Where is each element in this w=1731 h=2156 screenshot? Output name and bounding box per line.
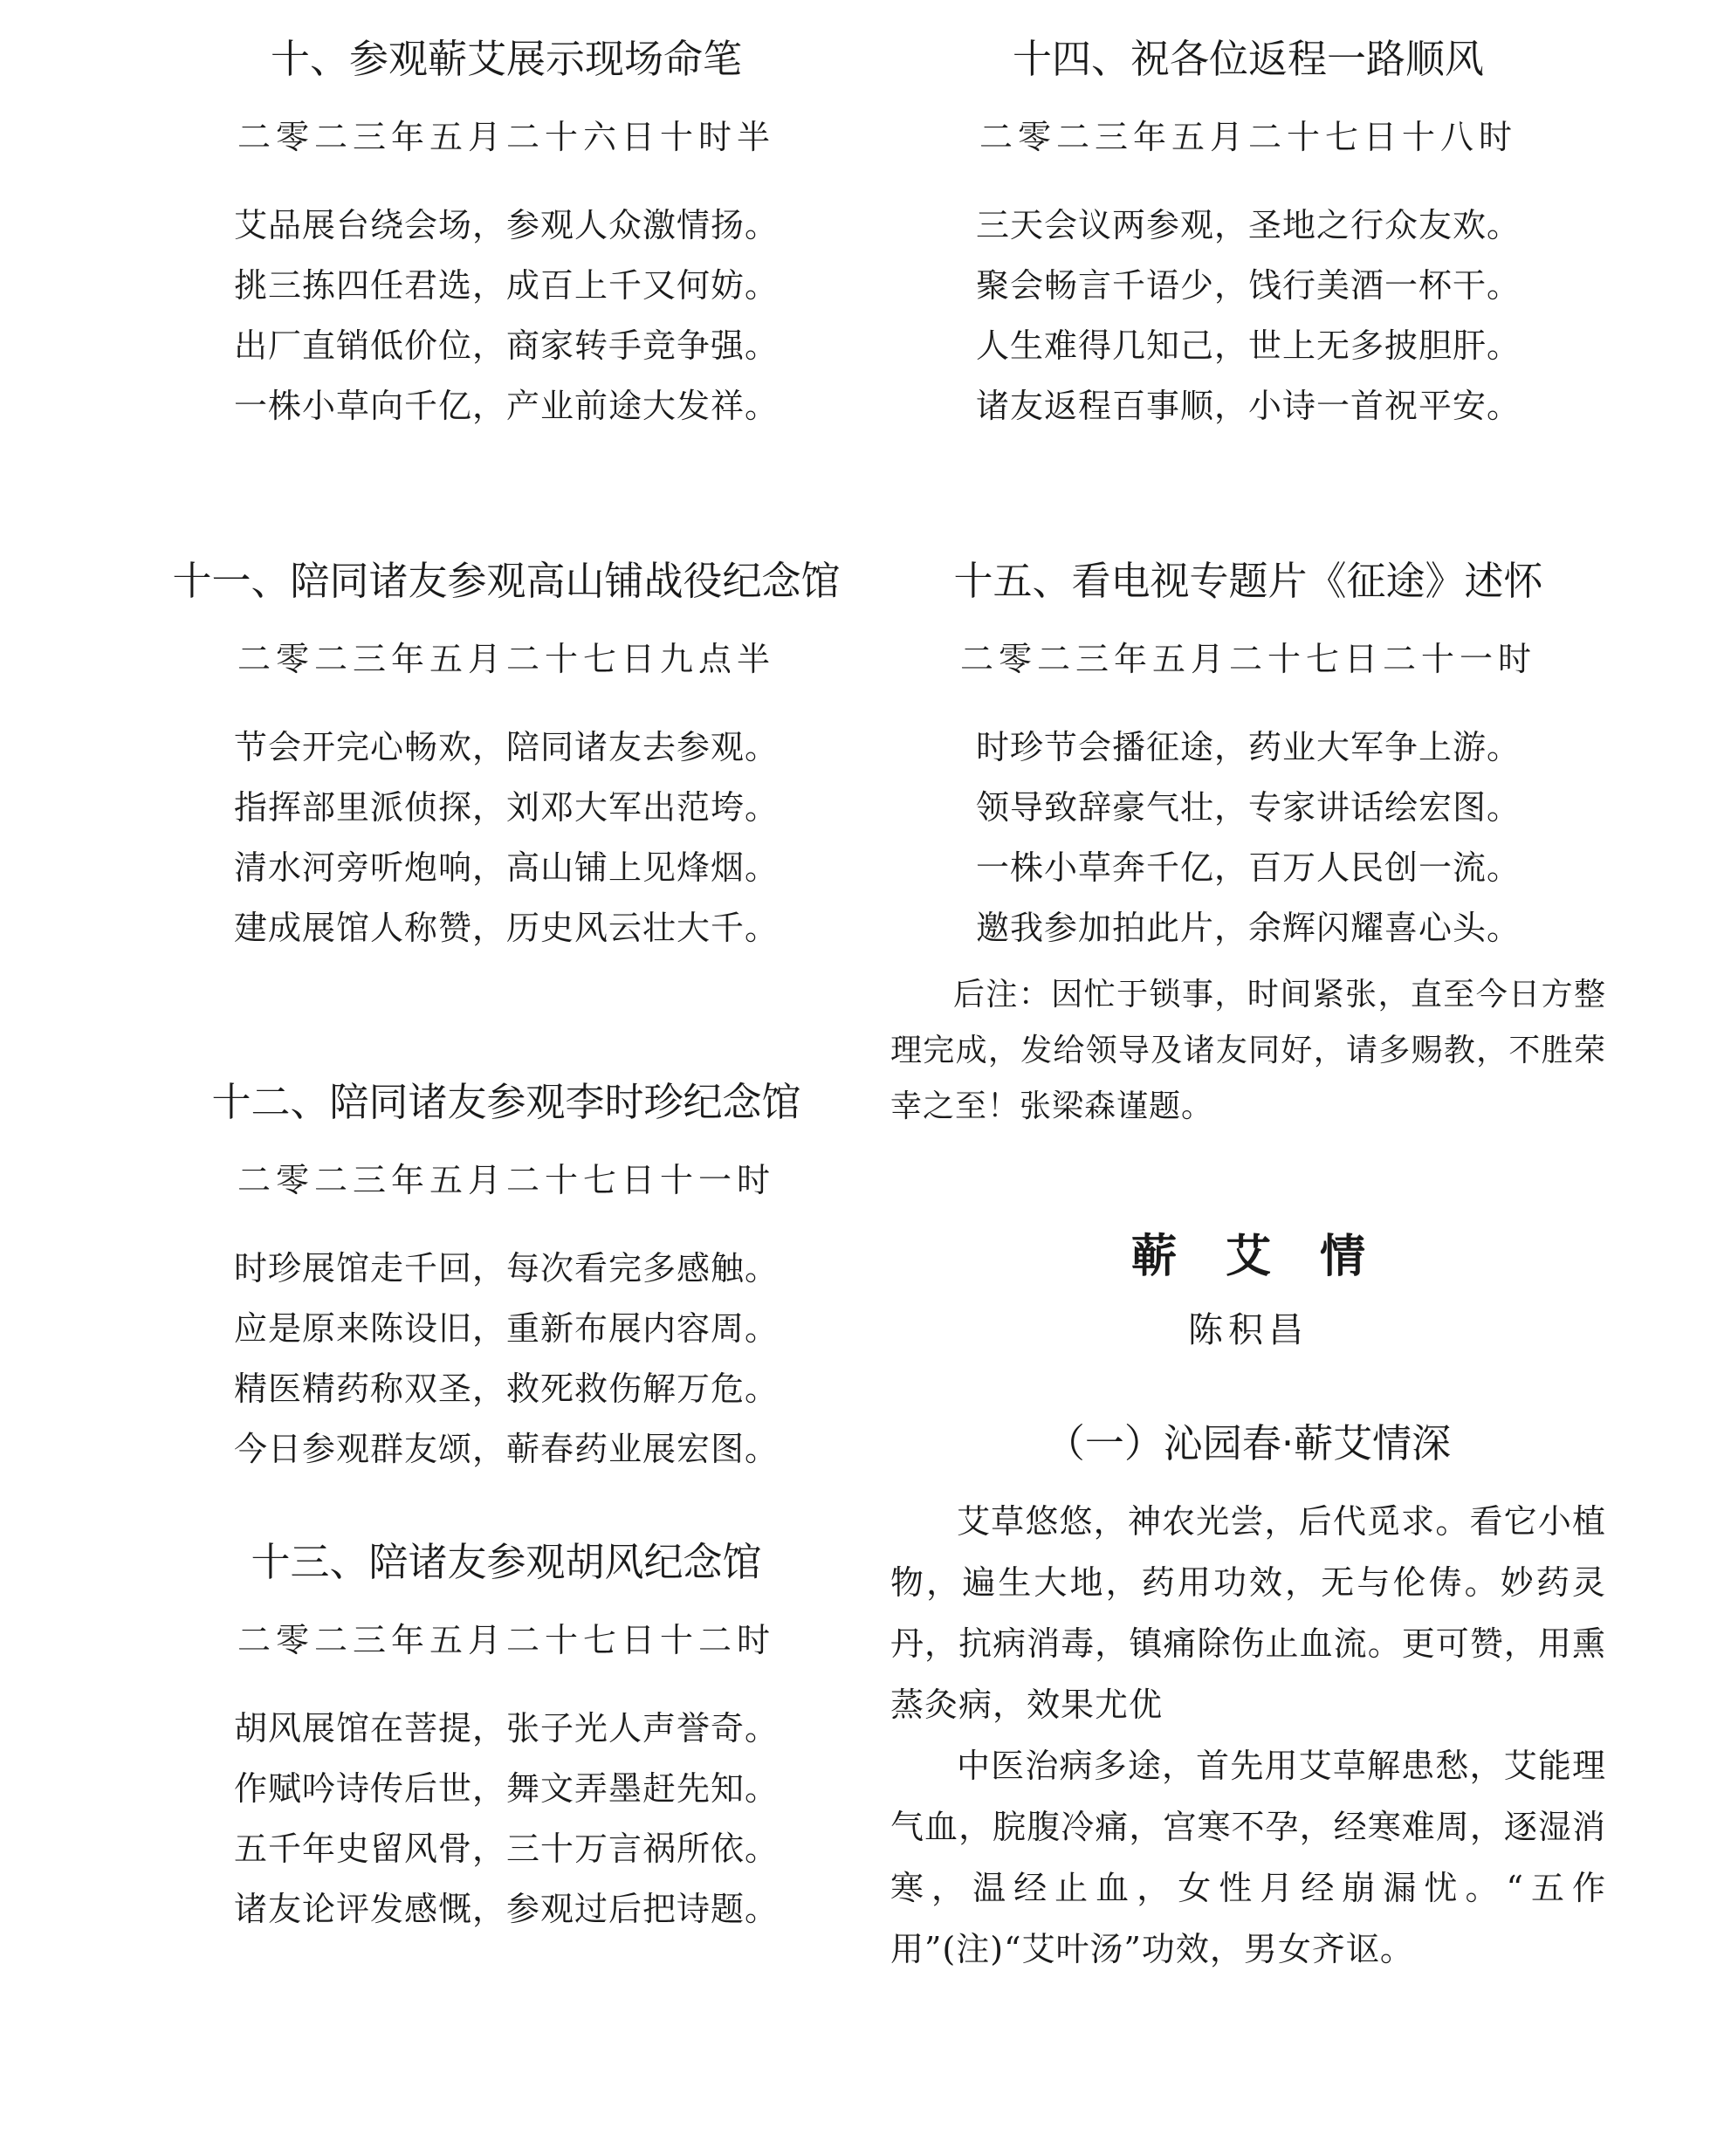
- poem-line: 人生难得几知己，世上无多披胆肝。: [975, 326, 1521, 365]
- poem-line: 挑三拣四任君选，成百上千又何妨。: [233, 266, 779, 305]
- section-title: 十五、看电视专题片《征途》述怀: [953, 558, 1543, 604]
- poem-main-title: 蕲艾情: [1130, 1231, 1414, 1283]
- poem-line: 诸友返程百事顺，小诗一首祝平安。: [975, 387, 1521, 425]
- poem-line: 三天会议两参观，圣地之行众友欢。: [975, 206, 1521, 244]
- section-date: 二零二三年五月二十七日十二时: [237, 1621, 775, 1659]
- poem-section-15: [890, 557, 1606, 1135]
- poem-line: 邀我参加拍此片，余辉闪耀喜心头。: [975, 909, 1521, 947]
- section-date: 二零二三年五月二十七日十一时: [237, 1161, 775, 1199]
- section-title: 十、参观蕲艾展示现场命笔: [270, 36, 742, 82]
- poem-body: [131, 718, 882, 958]
- section-date: 二零二三年五月二十七日二十一时: [959, 640, 1536, 678]
- poem-section-10: [131, 35, 882, 436]
- poem-line: 节会开完心畅欢，陪同诸友去参观。: [233, 728, 779, 766]
- poem-body: [890, 196, 1606, 436]
- poem-line: 清水河旁听炮响，高山铺上见烽烟。: [233, 848, 779, 887]
- poem-line: 精医精药称双圣，救死救伤解万危。: [233, 1370, 779, 1408]
- poem-line: 应是原来陈设旧，重新布展内容周。: [233, 1309, 779, 1348]
- prose-paragraph: 中医治病多途，首先用艾草解患愁，艾能理气血，脘腹冷痛，宫寒不孕，经寒难周，逐湿消寒，温经止血，女性月经崩漏忧。“五作用”(注)“艾叶汤”功效，男女齐讴。: [890, 1747, 1606, 1968]
- section-title: 十一、陪同诸友参观高山铺战役纪念馆: [172, 558, 841, 604]
- section-date: 二零二三年五月二十六日十时半: [237, 118, 775, 156]
- poem-line: 建成展馆人称赞，历史风云壮大千。: [233, 909, 779, 947]
- poem-line: 作赋吟诗传后世，舞文弄墨赶先知。: [233, 1769, 779, 1808]
- poem-line: 五千年史留风骨，三十万言祸所依。: [233, 1830, 779, 1868]
- poem-line: 诸友论评发感慨，参观过后把诗题。: [233, 1890, 779, 1928]
- poem-line: 指挥部里派侦探，刘邓大军出范垮。: [233, 788, 779, 827]
- author-name: 陈积昌: [1188, 1310, 1309, 1350]
- poem-body: [131, 196, 882, 436]
- poem-line: 聚会畅言千语少，饯行美酒一杯干。: [975, 266, 1521, 305]
- section-title: 十四、祝各位返程一路顺风: [1012, 36, 1484, 82]
- poem-section-12: [131, 1078, 882, 1480]
- section-date: 二零二三年五月二十七日十八时: [979, 118, 1517, 156]
- poem-line: 领导致辞豪气壮，专家讲话绘宏图。: [975, 788, 1521, 827]
- section-title: 十二、陪同诸友参观李时珍纪念馆: [211, 1079, 801, 1125]
- poem-line: 一株小草向千亿，产业前途大发祥。: [233, 387, 779, 425]
- poem-line: 时珍展馆走千回，每次看完多感触。: [233, 1249, 779, 1287]
- poem-line: 时珍节会播征途，药业大军争上游。: [975, 728, 1521, 766]
- poem-body: [131, 1239, 882, 1480]
- poem-body: [131, 1699, 882, 1940]
- poem-section-13: [131, 1538, 882, 1940]
- poem-subtitle: （一）沁园春·蕲艾情深: [1045, 1420, 1452, 1466]
- postscript-note: 后注：因忙于锁事，时间紧张，直至今日方整理完成，发给领导及诸友同好，请多赐教，不胜荣幸之至！张梁森谨题。: [890, 977, 1606, 1124]
- prose-paragraph: 艾草悠悠，神农光尝，后代觅求。看它小植物，遍生大地，药用功效，无与伦俦。妙药灵丹，抗病消毒，镇痛除伤止血流。更可赞，用熏蒸灸病，效果尤优: [890, 1502, 1606, 1724]
- prose-body: [890, 1491, 1606, 1980]
- poem-body: [890, 718, 1606, 958]
- poem-section-qinai: [890, 1229, 1606, 1980]
- poem-line: 胡风展馆在菩提，张子光人声誉奇。: [233, 1709, 779, 1747]
- poem-line: 出厂直销低价位，商家转手竞争强。: [233, 326, 779, 365]
- section-date: 二零二三年五月二十七日九点半: [237, 640, 775, 678]
- section-title: 十三、陪诸友参观胡风纪念馆: [251, 1539, 762, 1585]
- poem-section-14: [890, 35, 1606, 436]
- poem-line: 一株小草奔千亿，百万人民创一流。: [975, 848, 1521, 887]
- poem-line: 艾品展台绕会场，参观人众激情扬。: [233, 206, 779, 244]
- poem-line: 今日参观群友颂，蕲春药业展宏图。: [233, 1430, 779, 1468]
- poem-section-11: [131, 557, 882, 958]
